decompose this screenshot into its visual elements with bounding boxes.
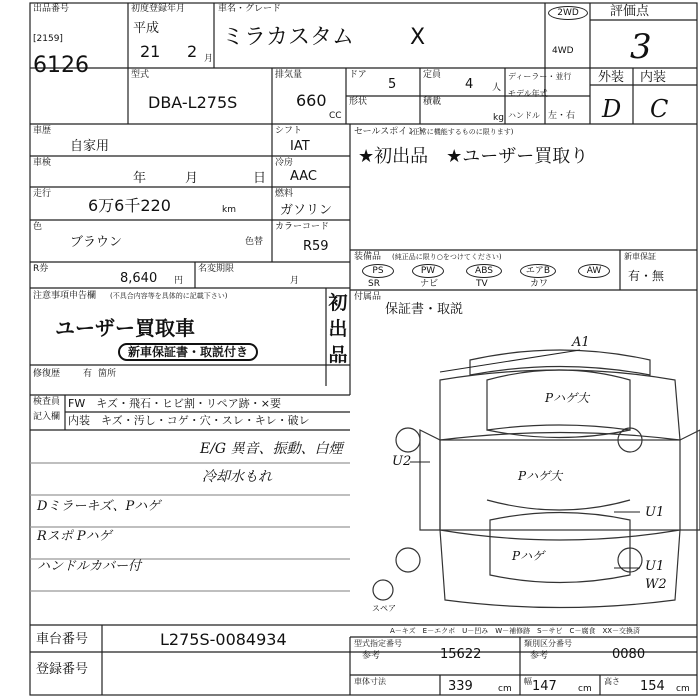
inspector-row-1: FW キズ・飛石・ヒビ割・リペア跡・×要 [68,397,281,410]
model-label: 型式 [131,70,150,80]
model-year-label: モデル年式 [508,89,548,98]
exterior-label: 外装 [598,70,625,85]
drive-4wd: 4WD [552,46,574,56]
diagram-u1b: U1 [645,559,665,574]
ac: AAC [290,169,317,184]
height: 154 [640,679,665,694]
mileage: 6万6千220 [88,196,171,215]
diagram-w2: W2 [645,577,667,592]
inspection-month: 月 [185,171,199,186]
handle-value: 左・右 [548,111,576,121]
capacity-label: 定員 [423,70,442,80]
displacement-unit: CC [329,111,342,121]
recycle-unit: 円 [174,276,184,286]
repair-unit: 箇所 [98,369,117,379]
accessories: 保証書・取説 [385,302,464,317]
sales-point-label: セールスポイント [354,127,426,137]
notes-sub: (不具合内容等を具体的に記載下さい) [110,292,228,300]
ac-label: 冷房 [275,158,294,168]
inspection-year: 年 [133,171,147,186]
new-warranty-value: 有・無 [628,269,665,283]
diagram-p1: Pハゲ大 [545,391,590,405]
name-change-label: 名変期限 [198,264,235,274]
diagram-u1a: U1 [645,505,665,520]
width: 147 [532,679,557,694]
type-spec-label: 型式指定番号 [354,639,402,648]
mileage-label: 走行 [33,189,52,199]
repair-label: 修復歴 [33,369,61,379]
hand-note-5: ハンドルカバー付 [37,559,142,574]
handle-label: ハンドル [508,111,540,120]
reg-month: 2 [187,42,198,61]
hand-note-2: 冷却水もれ [202,469,272,485]
color-code-label: カラーコード [275,222,330,232]
type-spec-ref: 参考 [362,651,381,661]
inspection-label: 車検 [33,158,52,168]
score-label: 評価点 [610,4,650,19]
color-change-label: 色替 [245,237,264,247]
displacement: 660 [296,91,327,110]
width-unit: cm [578,684,592,694]
interior-label: 内装 [640,70,667,85]
drive-2wd: 2WD [548,6,588,20]
equip-aw: AW [578,264,610,278]
diagram-u2: U2 [392,454,412,469]
equip-navi: ナビ [420,279,439,289]
model: DBA-L275S [148,93,238,112]
class-label: 類別区分番号 [524,639,572,648]
type-spec: 15622 [440,647,482,662]
class-ref: 参考 [530,651,549,661]
accessories-label: 付属品 [354,292,382,302]
warranty-stamp: 新車保証書・取説付き [118,343,258,361]
equip-tv: TV [476,279,488,289]
inspector-label-1: 検査員 [33,397,61,407]
load-unit: kg [493,113,504,123]
first-reg-label: 初度登録年月 [131,4,186,14]
capacity-unit: 人 [492,83,502,93]
new-warranty-label: 新車保証 [624,252,656,261]
chassis-label: 車台番号 [36,632,89,647]
color-code: R59 [303,239,329,254]
inspector-label-2: 記入欄 [33,412,61,422]
name-change-month: 月 [290,276,300,286]
mileage-unit: km [222,205,236,215]
height-unit: cm [676,684,690,694]
capacity: 4 [465,77,474,92]
recycle-label: R券 [33,264,49,274]
displacement-label: 排気量 [275,70,303,80]
fuel: ガソリン [280,203,333,218]
score: 3 [630,27,652,67]
damage-legend: A－キズ E－エクボ U－凹み W－補修跡 S－サビ C－腐食 XX－交換済 [390,627,641,635]
history-label: 車歴 [33,126,52,136]
spare-label: スペア [372,604,396,613]
initial-listing-stamp: 初出品 [328,292,348,366]
length-label: 車体寸法 [354,677,386,686]
fuel-label: 燃料 [275,189,294,199]
doors-label: ドア [349,70,367,80]
repair-value: 有 [83,369,93,379]
recycle-value: 8,640 [120,271,158,286]
equip-leather: カワ [530,279,549,289]
width-label: 幅 [524,677,532,686]
interior-grade: C [650,95,669,123]
lot-sub: [2159] [33,34,63,44]
equipment-label: 装備品 [354,252,382,262]
history: 自家用 [70,139,110,154]
lot-label: 出品番号 [33,4,70,14]
big-note: ユーザー買取車 [55,316,195,340]
sales-point-text: ★初出品 ★ユーザー買取り [358,146,589,167]
shape-label: 形状 [349,97,368,107]
doors: 5 [388,77,397,92]
shift: IAT [290,139,310,154]
length-unit: cm [498,684,512,694]
equip-abs: ABS [466,264,502,278]
grade: X [410,25,426,50]
equipment-sub: (純正品に限り○をつけてください) [392,253,502,261]
load-label: 積載 [423,97,442,107]
diagram-a1: A1 [572,335,590,350]
exterior-grade: D [602,95,622,123]
hand-note-3: Dミラーキズ、Pハゲ [37,499,161,514]
diagram-p3: Pハゲ [512,549,545,563]
shift-label: シフト [275,126,303,136]
name-label: 車名・グレード [218,4,282,14]
chassis-number: L275S-0084934 [160,630,287,649]
notes-label: 注意事項申告欄 [33,291,97,301]
color: ブラウン [70,235,123,250]
era: 平成 [133,21,160,36]
diagram-p2: Pハゲ大 [518,469,563,483]
lot-number: 6126 [33,53,89,78]
length: 339 [448,679,473,694]
height-label: 高さ [604,677,620,686]
inspector-row-2: 内装 キズ・汚し・コゲ・穴・スレ・キレ・破レ [68,414,310,427]
car-name: ミラカスタム [222,25,355,50]
month-unit: 月 [204,54,214,64]
dealer-label: ディーラー・並行 [508,72,572,81]
equip-pw: PW [412,264,444,278]
hand-note-4: Rスポ Pハゲ [37,529,112,544]
hand-note-1: E/G 異音、振動、白煙 [200,441,343,457]
class-number: 0080 [612,647,646,662]
equip-airbag: エアB [520,264,556,278]
registration-label: 登録番号 [36,662,89,677]
sales-point-sub: (正常に機能するものに限ります) [410,128,514,136]
equip-ps: PS [362,264,394,278]
color-label: 色 [33,222,43,232]
inspection-day: 日 [253,171,267,186]
equip-sr: SR [368,279,380,289]
reg-year: 21 [140,42,161,61]
